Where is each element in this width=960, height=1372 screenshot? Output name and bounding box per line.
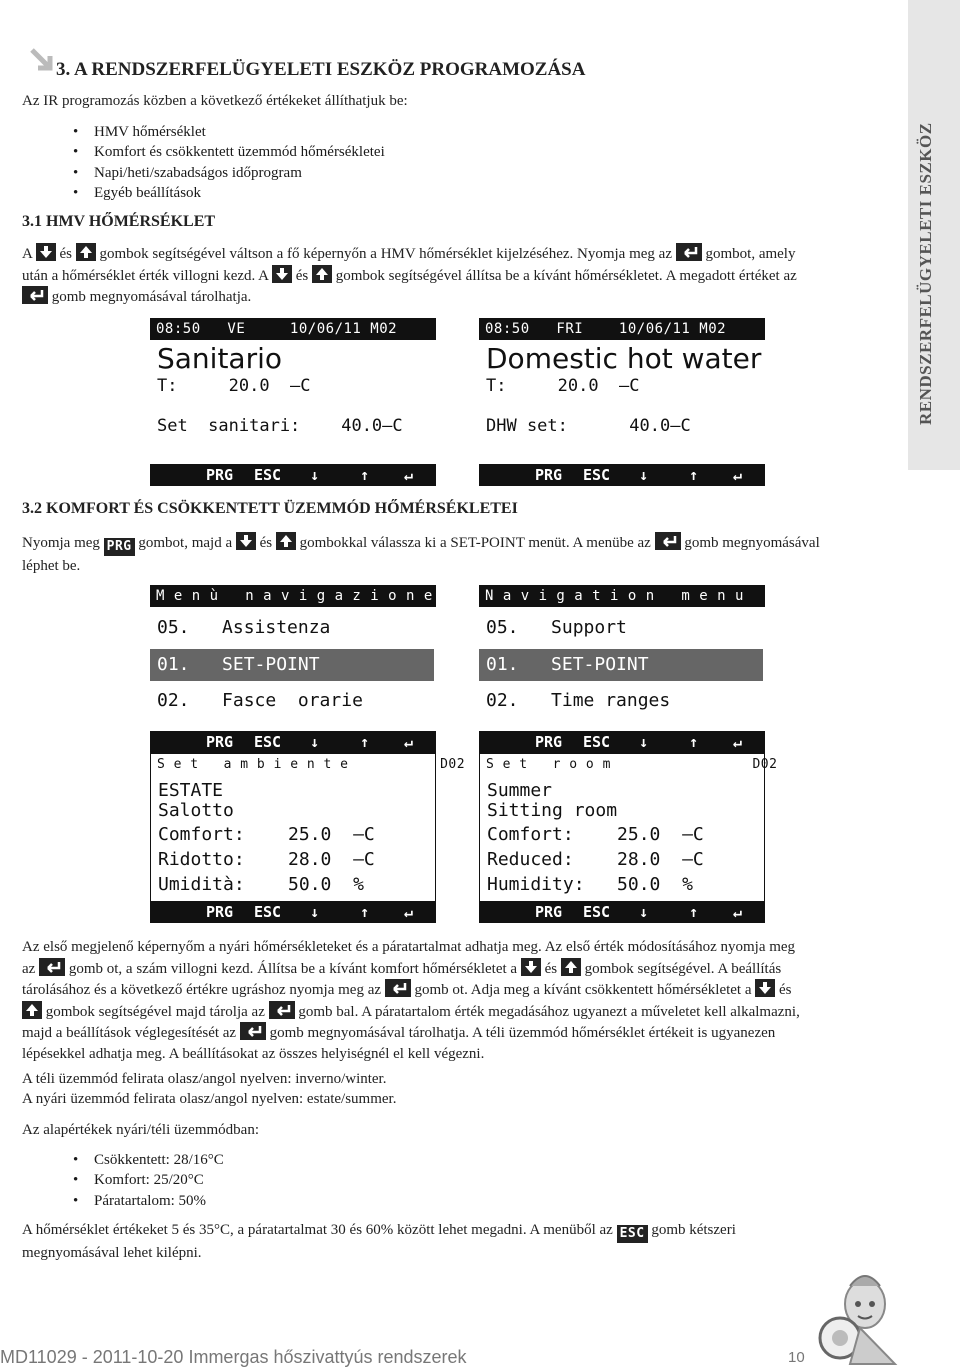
text: majd a beállítások véglegesítését az — [22, 1025, 237, 1041]
prg-key: PRG — [535, 903, 563, 921]
esc-key: ESC — [254, 733, 282, 751]
list-item: • Egyéb beállítások — [68, 183, 385, 203]
text: gomb bal. A páratartalom érték megadásához ugyanezt a műveletet kell alkalmazni, — [298, 1003, 800, 1020]
text: gombot, amely — [705, 246, 796, 262]
up-arrow-icon: ↑ — [360, 903, 370, 921]
prg-key: PRG — [104, 538, 135, 556]
lcd-temperature: T: 20.0 —C — [486, 376, 640, 396]
lcd-header: M e n ù n a v i g a z i o n e — [150, 585, 436, 607]
menu-item-label: 01. SET-POINT — [486, 654, 649, 675]
text: gomb megnyomásával tárolhatja. A téli üzemmód hőmérséklet értékeit is ugyanezen — [269, 1025, 776, 1041]
paragraph-summer: A nyári üzemmód felirata olasz/angol nyelven: estate/summer. — [22, 1091, 397, 1107]
esc-key: ESC — [254, 903, 282, 921]
text: és — [295, 267, 309, 284]
lcd-reduced: Reduced: 28.0 —C — [487, 849, 704, 870]
text: megnyomásával lehet kilépni. — [22, 1245, 202, 1261]
section-title: 3. A RENDSZERFELÜGYELETI ESZKÖZ PROGRAMOZÁSA — [56, 59, 586, 80]
text: A — [22, 246, 33, 262]
lcd-reduced: Ridotto: 28.0 —C — [158, 849, 375, 870]
subsection-title-komfort: 3.2 KOMFORT ÉS CSÖKKENTETT ÜZEMMÓD HŐMÉRSÉKLETEI — [22, 500, 518, 517]
lcd-header: N a v i g a t i o n m e n u — [479, 585, 765, 607]
lcd-menu-english — [479, 585, 765, 753]
down-arrow-icon: ↓ — [310, 466, 320, 484]
lcd-setpoint: Set sanitari: 40.0—C — [157, 416, 403, 436]
lcd-button-bar — [479, 731, 765, 753]
text: gombok segítségével majd tárolja az — [45, 1003, 265, 1020]
lcd-comfort: Comfort: 25.0 —C — [487, 824, 704, 845]
up-arrow-icon — [22, 1001, 42, 1019]
menu-item: 02. Fasce orarie — [157, 690, 363, 711]
lcd-menu-italian — [150, 585, 436, 753]
paragraph-hmv — [22, 243, 902, 308]
lcd-header: S e t r o o m D02 — [480, 754, 764, 776]
esc-key: ESC — [583, 466, 611, 484]
text: és — [779, 982, 792, 998]
text: lépésekkel adhatja meg. A beállításokat az összes helyiségnél el kell végezni. — [22, 1045, 485, 1062]
down-arrow-icon — [755, 979, 775, 997]
up-arrow-icon — [276, 532, 296, 550]
defaults-list — [68, 1150, 224, 1211]
enter-icon: ↵ — [733, 733, 743, 751]
text: után a hőmérséklet érték villogni kezd. A — [22, 267, 269, 284]
text: gombok segítségével. A beállítás — [584, 960, 782, 977]
down-arrow-icon — [521, 958, 541, 976]
esc-key: ESC — [254, 466, 282, 484]
paragraph-defaults: Az alapértékek nyári/téli üzemmódban: — [22, 1122, 259, 1138]
lcd-room: Salotto — [158, 800, 234, 821]
text: gombot, majd a — [138, 535, 233, 551]
text: gomb megnyomásával — [684, 535, 820, 551]
lcd-season: Summer — [487, 780, 553, 801]
gladiator-mascot-logo — [810, 1266, 920, 1366]
text: és — [544, 960, 558, 977]
enter-icon — [655, 532, 681, 550]
down-arrow-icon: ↓ — [639, 903, 649, 921]
lcd-button-bar — [150, 731, 436, 753]
up-arrow-icon: ↑ — [360, 466, 370, 484]
list-item: • Komfort: 25/20°C — [68, 1170, 224, 1190]
lcd-header: 08:50 FRI 10/06/11 M02 — [479, 318, 765, 340]
enter-icon: ↵ — [404, 733, 414, 751]
prg-key: PRG — [535, 733, 563, 751]
lcd-room: Sitting room — [487, 800, 618, 821]
text: tárolásához és a következő értékre ugráshoz nyomja meg az — [22, 982, 382, 998]
section-intro: Az IR programozás közben a következő értékeket állíthatjuk be: — [22, 93, 408, 109]
text: Az első megjelenő képernyőm a nyári hőmérsékleteket és a páratartalmat adhatja meg. Az első érték módosításához nyomja meg — [22, 939, 796, 955]
text: gomb kétszeri — [651, 1222, 736, 1238]
down-arrow-icon: ↓ — [639, 466, 649, 484]
lcd-set-ambiente — [150, 753, 466, 923]
text: gomb ot. Adja meg a kívánt csökkentett hőmérsékletet a — [414, 982, 752, 998]
list-item: • HMV hőmérséklet — [68, 122, 385, 142]
prg-key: PRG — [206, 903, 234, 921]
enter-icon: ↵ — [404, 466, 414, 484]
text: gombok segítségével állítsa be a kívánt hőmérsékletet. A megadott értéket az — [335, 267, 797, 284]
down-arrow-icon: ↓ — [310, 903, 320, 921]
paragraph-setup — [22, 937, 898, 1064]
page-number: 10 — [788, 1349, 805, 1366]
enter-icon: ↵ — [404, 903, 414, 921]
enter-icon — [269, 1001, 295, 1019]
down-arrow-icon — [36, 243, 56, 261]
list-item: • Páratartalom: 50% — [68, 1191, 224, 1211]
text: gomb ot, a szám villogni kezd. Állítsa be a kívánt komfort hőmérsékletet a — [68, 960, 518, 977]
up-arrow-icon — [76, 243, 96, 261]
up-arrow-icon: ↑ — [689, 466, 699, 484]
lcd-button-bar — [150, 901, 436, 923]
down-arrow-icon: ↓ — [639, 733, 649, 751]
lcd-humidity: Humidity: 50.0 % — [487, 874, 693, 895]
lcd-domestic-hot-water — [479, 318, 765, 486]
menu-item: 05. Assistenza — [157, 617, 331, 638]
up-arrow-icon — [312, 265, 332, 283]
menu-item-label: 01. SET-POINT — [157, 654, 320, 675]
down-arrow-icon — [236, 532, 256, 550]
lcd-button-bar — [150, 464, 436, 486]
list-item: • Napi/heti/szabadságos időprogram — [68, 163, 385, 183]
subsection-title-hmv: 3.1 HMV HŐMÉRSÉKLET — [22, 213, 216, 230]
prg-key: PRG — [206, 733, 234, 751]
text: gombokkal válassza ki a SET-POINT menüt. A menübe az — [299, 535, 651, 551]
text: A hőmérséklet értékeket 5 és 35°C, a páratartalmat 30 és 60% között lehet megadni. A menüből az — [22, 1222, 613, 1238]
up-arrow-icon — [561, 958, 581, 976]
lcd-sanitario — [150, 318, 436, 486]
text: és — [259, 535, 273, 551]
down-arrow-icon — [272, 265, 292, 283]
enter-icon: ↵ — [733, 466, 743, 484]
lcd-button-bar — [479, 901, 765, 923]
text: gomb megnyomásával tárolhatja. — [51, 289, 252, 305]
text: Nyomja meg — [22, 535, 100, 551]
lcd-title: Sanitario — [157, 342, 283, 375]
lcd-button-bar — [479, 464, 765, 486]
lcd-setpoint: DHW set: 40.0—C — [486, 416, 691, 436]
prg-key: PRG — [206, 466, 234, 484]
section-arrow-icon — [30, 46, 58, 81]
paragraph-komfort — [22, 532, 902, 577]
footer-text: MD11029 - 2011-10-20 Immergas hőszivattyús rendszerek — [0, 1347, 467, 1367]
lcd-temperature: T: 20.0 —C — [157, 376, 311, 396]
paragraph-winter: A téli üzemmód felirata olasz/angol nyelven: inverno/winter. — [22, 1071, 387, 1087]
text: az — [22, 960, 36, 977]
enter-icon — [39, 958, 65, 976]
paragraph-ranges — [22, 1220, 898, 1264]
sidebar-label: RENDSZERFELÜGYELETI ESZKÖZ — [916, 122, 935, 425]
lcd-set-room — [479, 753, 778, 923]
enter-icon — [385, 979, 411, 997]
enter-icon: ↵ — [733, 903, 743, 921]
enter-icon — [22, 286, 48, 304]
lcd-header: S e t a m b i e n t e D02 — [151, 754, 435, 776]
up-arrow-icon: ↑ — [360, 733, 370, 751]
lcd-header: 08:50 VE 10/06/11 M02 — [150, 318, 436, 340]
list-item: • Csökkentett: 28/16°C — [68, 1150, 224, 1170]
sidebar-tab — [908, 0, 960, 470]
lcd-season: ESTATE — [158, 780, 224, 801]
esc-key: ESC — [583, 733, 611, 751]
esc-key: ESC — [617, 1225, 648, 1243]
menu-item: 05. Support — [486, 617, 627, 638]
up-arrow-icon: ↑ — [689, 903, 699, 921]
enter-icon — [240, 1022, 266, 1040]
text: gombok segítségével váltson a fő képernyőn a HMV hőmérséklet kijelzéséhez. Nyomja meg az — [99, 246, 672, 262]
down-arrow-icon: ↓ — [310, 733, 320, 751]
menu-item: 02. Time ranges — [486, 690, 671, 711]
text: léphet be. — [22, 558, 81, 574]
lcd-title: Domestic hot water — [486, 342, 762, 375]
lcd-humidity: Umidità: 50.0 % — [158, 874, 364, 895]
up-arrow-icon: ↑ — [689, 733, 699, 751]
settings-list — [68, 122, 385, 203]
prg-key: PRG — [535, 466, 563, 484]
text: és — [59, 246, 73, 262]
list-item: • Komfort és csökkentett üzemmód hőmérsékletei — [68, 142, 385, 162]
esc-key: ESC — [583, 903, 611, 921]
lcd-comfort: Comfort: 25.0 —C — [158, 824, 375, 845]
enter-icon — [676, 243, 702, 261]
